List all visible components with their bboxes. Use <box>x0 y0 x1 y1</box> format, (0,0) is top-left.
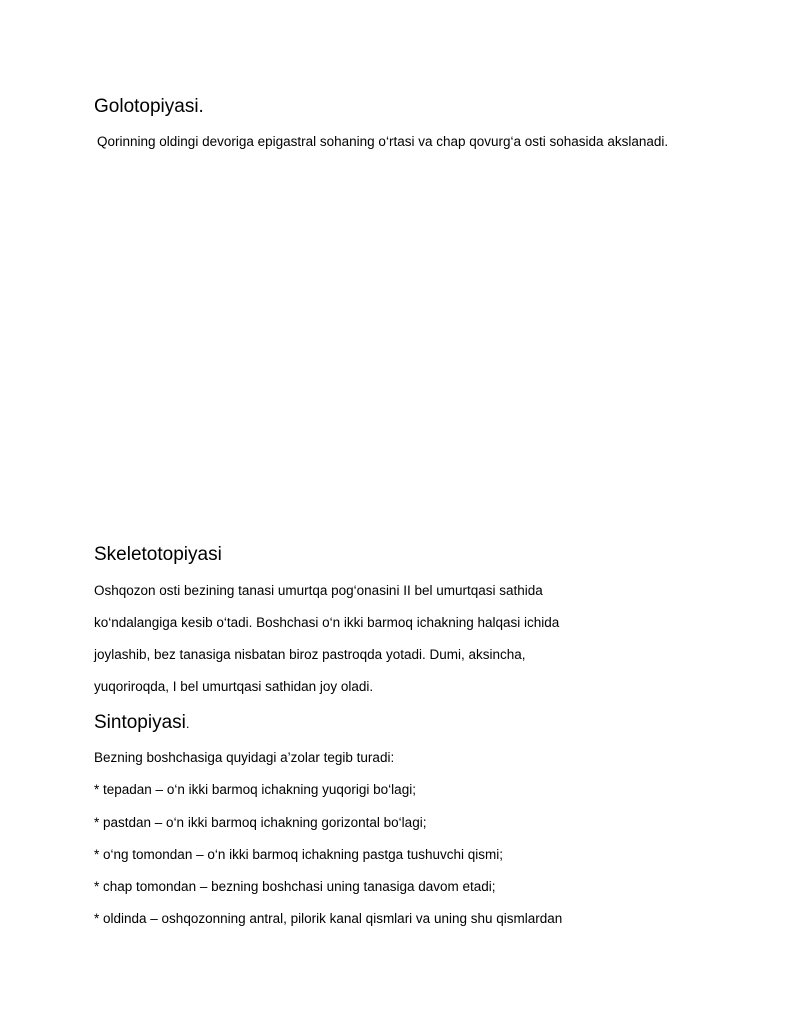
skeletotopiya-line: joylashib, bez tanasiga nisbatan biroz pastroqda yotadi. Dumi, aksincha, <box>94 647 526 662</box>
sintopiya-list-item: * pastdan – o‘n ikki barmoq ichakning gorizontal bo‘lagi; <box>94 815 427 830</box>
skeletotopiya-heading: Skeletotopiyasi <box>94 544 222 565</box>
sintopiya-list-item: * o‘ng tomondan – o‘n ikki barmoq ichakning pastga tushuvchi qismi; <box>94 847 503 862</box>
golotopiya-paragraph: Qorinning oldingi devoriga epigastral sohaning o‘rtasi va chap qovurg‘a osti sohasida akslanadi. <box>97 134 669 149</box>
skeletotopiya-line: Oshqozon osti bezining tanasi umurtqa pog‘onasini II bel umurtqasi sathida <box>94 583 543 598</box>
sintopiya-list-item: * oldinda – oshqozonning antral, pilorik kanal qismlari va uning shu qismlardan <box>94 911 563 926</box>
sintopiya-list-item: * tepadan – o‘n ikki barmoq ichakning yuqorigi bo‘lagi; <box>94 782 416 797</box>
sintopiya-heading-text: Sintopiyasi <box>94 712 186 733</box>
sintopiya-intro: Bezning boshchasiga quyidagi a’zolar tegib turadi: <box>94 750 395 765</box>
golotopiya-heading: Golotopiyasi. <box>94 96 204 117</box>
sintopiya-heading <box>94 711 190 736</box>
skeletotopiya-line: yuqoriroqda, I bel umurtqasi sathidan joy oladi. <box>94 679 374 694</box>
sintopiya-heading-suffix: . <box>185 716 190 731</box>
sintopiya-list-item: * chap tomondan – bezning boshchasi uning tanasiga davom etadi; <box>94 879 496 894</box>
skeletotopiya-line: ko‘ndalangiga kesib o‘tadi. Boshchasi o‘n ikki barmoq ichakning halqasi ichida <box>94 615 560 630</box>
